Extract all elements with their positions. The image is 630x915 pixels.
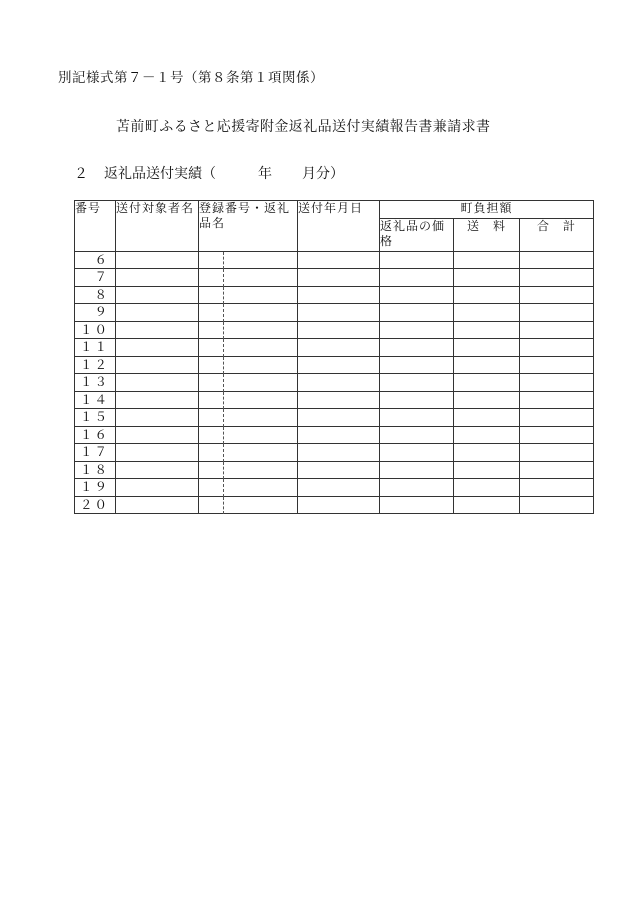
- recipient-cell[interactable]: [116, 444, 199, 462]
- row-number: １７: [75, 444, 116, 462]
- table-row: [75, 461, 594, 479]
- recipient-cell[interactable]: [116, 461, 199, 479]
- recipient-cell[interactable]: [116, 304, 199, 322]
- row-number: １４: [75, 391, 116, 409]
- gift-price-cell[interactable]: [380, 496, 454, 514]
- gift-price-cell[interactable]: [380, 426, 454, 444]
- recipient-cell[interactable]: [116, 391, 199, 409]
- shipping-cell[interactable]: [454, 286, 520, 304]
- gift-price-cell[interactable]: [380, 339, 454, 357]
- shipping-cell[interactable]: [454, 304, 520, 322]
- total-cell[interactable]: [520, 251, 594, 269]
- total-cell[interactable]: [520, 321, 594, 339]
- total-cell[interactable]: [520, 444, 594, 462]
- header-town-burden: 町負担額: [380, 201, 594, 219]
- recipient-cell[interactable]: [116, 269, 199, 287]
- recipient-cell[interactable]: [116, 356, 199, 374]
- header-gift-price: 返礼品の価格: [380, 218, 454, 251]
- table-row: [75, 339, 594, 357]
- registration-cell[interactable]: [199, 409, 298, 427]
- send-date-cell[interactable]: [298, 339, 380, 357]
- total-cell[interactable]: [520, 339, 594, 357]
- total-cell[interactable]: [520, 304, 594, 322]
- total-cell[interactable]: [520, 409, 594, 427]
- shipping-cell[interactable]: [454, 321, 520, 339]
- send-date-cell[interactable]: [298, 391, 380, 409]
- table-row: [75, 286, 594, 304]
- table-row: [75, 356, 594, 374]
- registration-cell[interactable]: [199, 339, 298, 357]
- row-number: ９: [75, 304, 116, 322]
- send-date-cell[interactable]: [298, 321, 380, 339]
- row-number: １９: [75, 479, 116, 497]
- row-number: １１: [75, 339, 116, 357]
- gift-price-cell[interactable]: [380, 321, 454, 339]
- header-row: [75, 201, 594, 219]
- registration-cell[interactable]: [199, 496, 298, 514]
- send-date-cell[interactable]: [298, 251, 380, 269]
- row-number: ７: [75, 269, 116, 287]
- gift-price-cell[interactable]: [380, 461, 454, 479]
- table-row: [75, 304, 594, 322]
- table-row: [75, 251, 594, 269]
- gift-price-cell[interactable]: [380, 409, 454, 427]
- section-title: 返礼品送付実績（: [104, 166, 216, 182]
- month-unit: 月分）: [302, 166, 344, 182]
- registration-cell[interactable]: [199, 269, 298, 287]
- recipient-cell[interactable]: [116, 251, 199, 269]
- registration-cell[interactable]: [199, 304, 298, 322]
- registration-cell[interactable]: [199, 391, 298, 409]
- send-date-cell[interactable]: [298, 269, 380, 287]
- recipient-cell[interactable]: [116, 479, 199, 497]
- shipping-cell[interactable]: [454, 461, 520, 479]
- header-number: 番号: [75, 201, 116, 252]
- gift-price-cell[interactable]: [380, 374, 454, 392]
- send-date-cell[interactable]: [298, 304, 380, 322]
- gift-price-cell[interactable]: [380, 479, 454, 497]
- send-date-cell[interactable]: [298, 374, 380, 392]
- row-number: １２: [75, 356, 116, 374]
- table-row: [75, 479, 594, 497]
- document-title: 苫前町ふるさと応援寄附金返礼品送付実績報告書兼請求書: [116, 119, 491, 135]
- row-number: １６: [75, 426, 116, 444]
- recipient-cell[interactable]: [116, 496, 199, 514]
- row-number: １８: [75, 461, 116, 479]
- registration-cell[interactable]: [199, 251, 298, 269]
- header-send-date: 送付年月日: [298, 201, 380, 252]
- table-row: [75, 426, 594, 444]
- report-table: [74, 200, 594, 514]
- registration-cell[interactable]: [199, 356, 298, 374]
- registration-cell[interactable]: [199, 461, 298, 479]
- total-cell[interactable]: [520, 496, 594, 514]
- table-row: [75, 321, 594, 339]
- total-cell[interactable]: [520, 426, 594, 444]
- table-row: [75, 496, 594, 514]
- shipping-cell[interactable]: [454, 339, 520, 357]
- send-date-cell[interactable]: [298, 286, 380, 304]
- shipping-cell[interactable]: [454, 409, 520, 427]
- shipping-cell[interactable]: [454, 356, 520, 374]
- send-date-cell[interactable]: [298, 409, 380, 427]
- send-date-cell[interactable]: [298, 496, 380, 514]
- section-heading: [74, 163, 344, 183]
- registration-cell[interactable]: [199, 479, 298, 497]
- send-date-cell[interactable]: [298, 444, 380, 462]
- gift-price-cell[interactable]: [380, 251, 454, 269]
- gift-price-cell[interactable]: [380, 391, 454, 409]
- send-date-cell[interactable]: [298, 426, 380, 444]
- shipping-cell[interactable]: [454, 496, 520, 514]
- send-date-cell[interactable]: [298, 461, 380, 479]
- total-cell[interactable]: [520, 461, 594, 479]
- gift-price-cell[interactable]: [380, 286, 454, 304]
- row-number: １０: [75, 321, 116, 339]
- registration-cell[interactable]: [199, 321, 298, 339]
- form-label: 別記様式第７－１号（第８条第１項関係）: [58, 70, 324, 86]
- gift-price-cell[interactable]: [380, 269, 454, 287]
- total-cell[interactable]: [520, 479, 594, 497]
- recipient-cell[interactable]: [116, 286, 199, 304]
- registration-cell[interactable]: [199, 374, 298, 392]
- shipping-cell[interactable]: [454, 391, 520, 409]
- shipping-cell[interactable]: [454, 479, 520, 497]
- row-number: １３: [75, 374, 116, 392]
- total-cell[interactable]: [520, 356, 594, 374]
- table-row: [75, 374, 594, 392]
- total-cell[interactable]: [520, 391, 594, 409]
- shipping-cell[interactable]: [454, 374, 520, 392]
- registration-cell[interactable]: [199, 286, 298, 304]
- table-row: [75, 409, 594, 427]
- total-cell[interactable]: [520, 374, 594, 392]
- year-unit: 年: [258, 166, 272, 182]
- shipping-cell[interactable]: [454, 444, 520, 462]
- gift-price-cell[interactable]: [380, 304, 454, 322]
- recipient-cell[interactable]: [116, 339, 199, 357]
- recipient-cell[interactable]: [116, 426, 199, 444]
- recipient-cell[interactable]: [116, 374, 199, 392]
- header-registration: 登録番号・返礼品名: [199, 201, 298, 252]
- recipient-cell[interactable]: [116, 321, 199, 339]
- send-date-cell[interactable]: [298, 356, 380, 374]
- total-cell[interactable]: [520, 286, 594, 304]
- section-number: ２: [74, 166, 88, 182]
- row-number: ２０: [75, 496, 116, 514]
- registration-cell[interactable]: [199, 426, 298, 444]
- shipping-cell[interactable]: [454, 426, 520, 444]
- registration-cell[interactable]: [199, 444, 298, 462]
- table-row: [75, 391, 594, 409]
- total-cell[interactable]: [520, 269, 594, 287]
- header-shipping: 送 料: [454, 218, 520, 251]
- table-row: [75, 444, 594, 462]
- row-number: ８: [75, 286, 116, 304]
- header-recipient: 送付対象者名: [116, 201, 199, 252]
- row-number: １５: [75, 409, 116, 427]
- gift-price-cell[interactable]: [380, 356, 454, 374]
- shipping-cell[interactable]: [454, 251, 520, 269]
- header-total: 合 計: [520, 218, 594, 251]
- recipient-cell[interactable]: [116, 409, 199, 427]
- table-row: [75, 269, 594, 287]
- row-number: ６: [75, 251, 116, 269]
- send-date-cell[interactable]: [298, 479, 380, 497]
- gift-price-cell[interactable]: [380, 444, 454, 462]
- shipping-cell[interactable]: [454, 269, 520, 287]
